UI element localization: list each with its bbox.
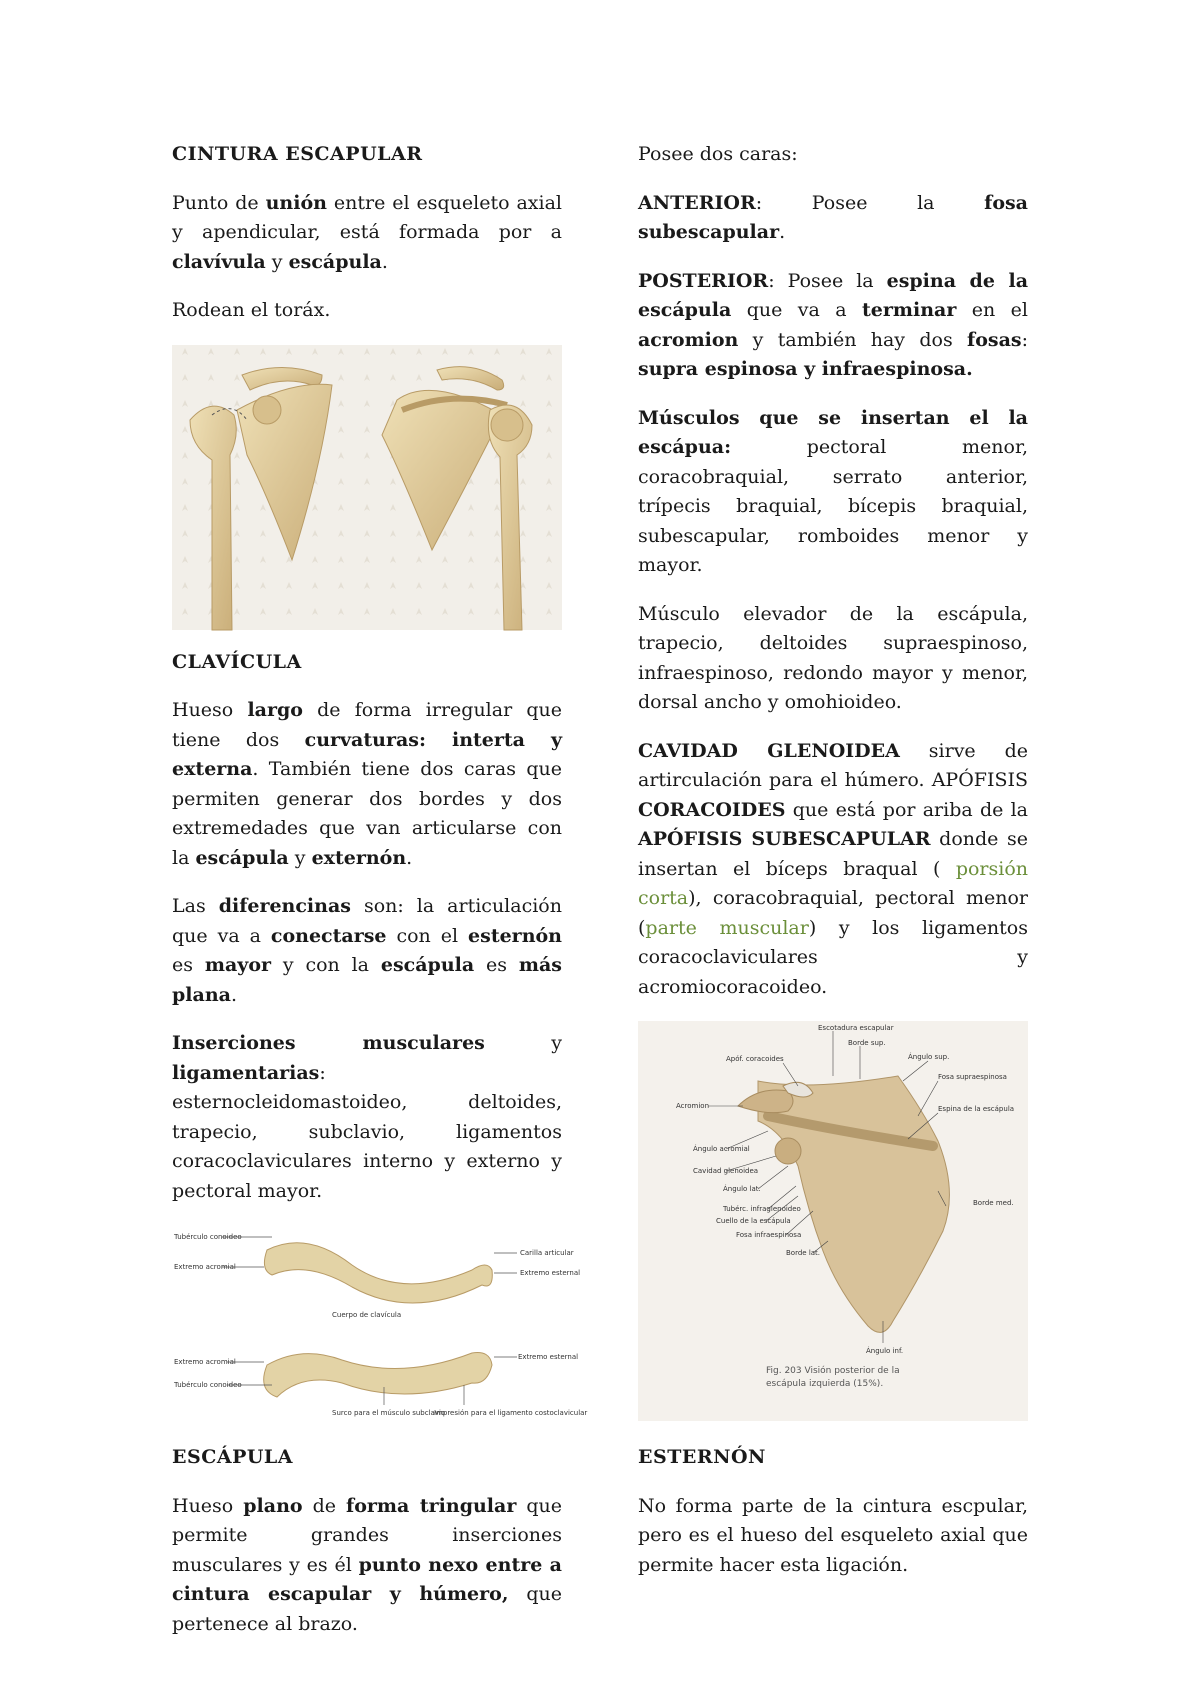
clavicula-paragraph-3: Inserciones musculares y ligamentarias: esternocleidomastoideo, deltoides, trapecio, subclavio, ligamentos coracoclaviculares interno y externo y pectoral mayor. bbox=[172, 1032, 562, 1202]
label-escotadura: Escotadura escapular bbox=[818, 1024, 894, 1032]
esternon-paragraph: No forma parte de la cintura escpular, pero es el hueso del esqueleto axial que permite hacer esta ligación. bbox=[638, 1494, 1028, 1576]
label-surco: Surco para el músculo subclavio bbox=[332, 1409, 446, 1417]
musculo-elevador-paragraph: Músculo elevador de la escápula, trapecio, deltoides supraespinoso, infraespinoso, redondo mayor y menor, dorsal ancho y omohioideo. bbox=[638, 602, 1028, 713]
caras-paragraph: Posee dos caras: bbox=[638, 143, 798, 165]
posterior-paragraph: POSTERIOR: Posee la espina de la escápula que va a terminar en el acromion y también hay dos fosas: supra espinosa y infraespinosa. bbox=[638, 269, 1029, 380]
label-angulo-inf: Ángulo inf. bbox=[866, 1347, 904, 1355]
section-title-escapula: ESCÁPULA bbox=[172, 1446, 294, 1468]
label-espina: Espina de la escápula bbox=[938, 1105, 1015, 1113]
label-cavidad-glenoidea: Cavidad glenoidea bbox=[693, 1167, 759, 1175]
label-extremo-acromial-2: Extremo acromial bbox=[174, 1358, 236, 1366]
label-acromion: Acromion bbox=[676, 1102, 710, 1110]
label-extremo-esternal: Extremo esternal bbox=[520, 1269, 581, 1277]
right-column bbox=[638, 140, 1028, 1599]
label-tuberculo-conoideo-2: Tubérculo conoideo bbox=[174, 1381, 242, 1389]
section-title-cintura: CINTURA ESCAPULAR bbox=[172, 143, 423, 165]
label-carilla-articular: Carilla articular bbox=[520, 1249, 574, 1257]
rodean-paragraph: Rodean el toráx. bbox=[172, 299, 331, 321]
shoulder-girdle-image bbox=[172, 345, 562, 630]
section-title-clavicula: CLAVÍCULA bbox=[172, 650, 302, 673]
label-extremo-esternal-2: Extremo esternal bbox=[518, 1353, 579, 1361]
intro-paragraph: Punto de unión entre el esqueleto axial y apendicular, está formada por a clavívula y escápula. bbox=[172, 191, 562, 273]
label-tuberculo-conoideo: Tubérculo conoideo bbox=[174, 1233, 242, 1241]
figure-caption-line-2: escápula izquierda (15%). bbox=[766, 1379, 884, 1389]
label-angulo-sup: Ángulo sup. bbox=[908, 1053, 950, 1061]
label-cuello: Cuello de la escápula bbox=[716, 1217, 791, 1225]
label-fosa-infra: Fosa infraespinosa bbox=[736, 1231, 802, 1239]
clavicula-paragraph-1: Hueso largo de forma irregular que tiene dos curvaturas: interta y externa. También tiene dos caras que permiten generar dos bordes y dos extremedades que van articularse con la escápula y externón. bbox=[172, 699, 563, 869]
scapula-diagram bbox=[638, 1021, 1028, 1421]
label-tuberc-infra: Tubérc. infraglenoideo bbox=[723, 1205, 801, 1213]
label-fosa-supra: Fosa supraespinosa bbox=[938, 1073, 1007, 1081]
label-extremo-acromial: Extremo acromial bbox=[174, 1263, 236, 1271]
label-borde-sup: Borde sup. bbox=[848, 1039, 886, 1047]
anterior-paragraph: ANTERIOR: Posee la fosa subescapular. bbox=[638, 191, 1028, 243]
musculos-paragraph: Músculos que se insertan el la escápua: pectoral menor, coracobraquial, serrato anterior, trípecis braquial, bícepis braquial, subescapular, romboides menor y mayor. bbox=[638, 406, 1028, 576]
label-cuerpo: Cuerpo de clavícula bbox=[332, 1311, 402, 1319]
label-apof-coracoides: Apóf. coracoides bbox=[726, 1055, 784, 1063]
label-borde-med: Borde med. bbox=[973, 1199, 1014, 1207]
left-column bbox=[172, 140, 588, 1658]
label-angulo-acromial: Ángulo acromial bbox=[693, 1145, 750, 1153]
section-title-esternon: ESTERNÓN bbox=[638, 1446, 766, 1468]
cavidad-paragraph: CAVIDAD GLENOIDEA sirve de artirculación para el húmero. APÓFISIS CORACOIDES que está por ariba de la APÓFISIS SUBESCAPULAR donde se insertan el bíceps braqual ( porsión corta), coracobraquial, pectoral menor (parte muscular) y los ligamentos coracoclaviculares y acromiocoracoideo. bbox=[638, 739, 1028, 998]
label-angulo-lat: Ángulo lat. bbox=[723, 1185, 761, 1193]
label-impresion: Impresión para el ligamento costoclavicular bbox=[434, 1409, 588, 1417]
figure-caption-line-1: Fig. 203 Visión posterior de la bbox=[766, 1366, 900, 1376]
clavicle-diagram bbox=[172, 1225, 588, 1425]
label-borde-lat: Borde lat. bbox=[786, 1249, 821, 1257]
escapula-paragraph: Hueso plano de forma tringular que permite grandes inserciones musculares y es él punto nexo entre a cintura escapular y húmero, que pertenece al brazo. bbox=[172, 1494, 563, 1635]
clavicula-paragraph-2: Las diferencinas son: la articulación que va a conectarse con el esternón es mayor y con la escápula es más plana. bbox=[172, 895, 562, 1006]
